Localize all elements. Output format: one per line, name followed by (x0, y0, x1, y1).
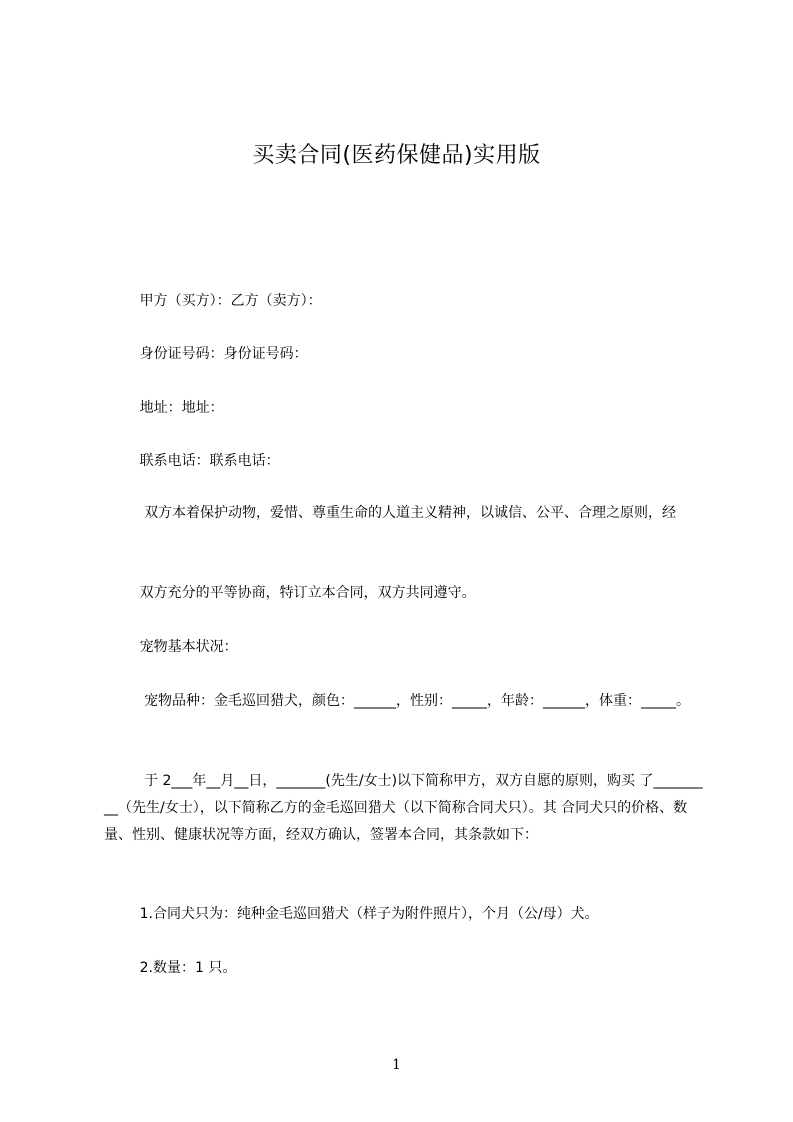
phone-line: 联系电话：联系电话： (104, 453, 280, 469)
pet-status-heading: 宠物基本状况： (104, 639, 238, 655)
address-line: 地址：地址： (104, 400, 224, 416)
principle-paragraph: 双方本着保护动物，爱惜、尊重生命的人道主义精神，以诚信、公平、合理之原则，经 (104, 505, 677, 521)
document-title: 买卖合同(医药保健品)实用版 (252, 143, 541, 168)
party-names-line: 甲方（买方）：乙方（卖方）： (104, 293, 322, 309)
negotiation-paragraph: 双方充分的平等协商，特订立本合同，双方共同遵守。 (104, 585, 476, 601)
id-number-line: 身份证号码：身份证号码： (104, 346, 308, 362)
clause-2: 2.数量：1 只。 (104, 960, 237, 976)
pet-details-paragraph: 宠物品种：金毛巡回猎犬，颜色：______，性别：_____，年龄：______，体重：_____。 (104, 693, 691, 709)
page-number: 1 (392, 1057, 401, 1073)
purchase-paragraph: 于 2___年__月__日，_______(先生/女士)以下简称甲方，双方自愿的原则，购买 了_________（先生/女士），以下简称乙方的金毛巡回猎犬（以下简称合同犬只）。其 合同犬只的价格、数量、性别、健康状况等方面，经双方确认，签署本合同，其条款如下： (104, 773, 703, 843)
clause-1: 1.合同犬只为：纯种金毛巡回猎犬（样子为附件照片），个月（公/母）犬。 (104, 906, 599, 922)
